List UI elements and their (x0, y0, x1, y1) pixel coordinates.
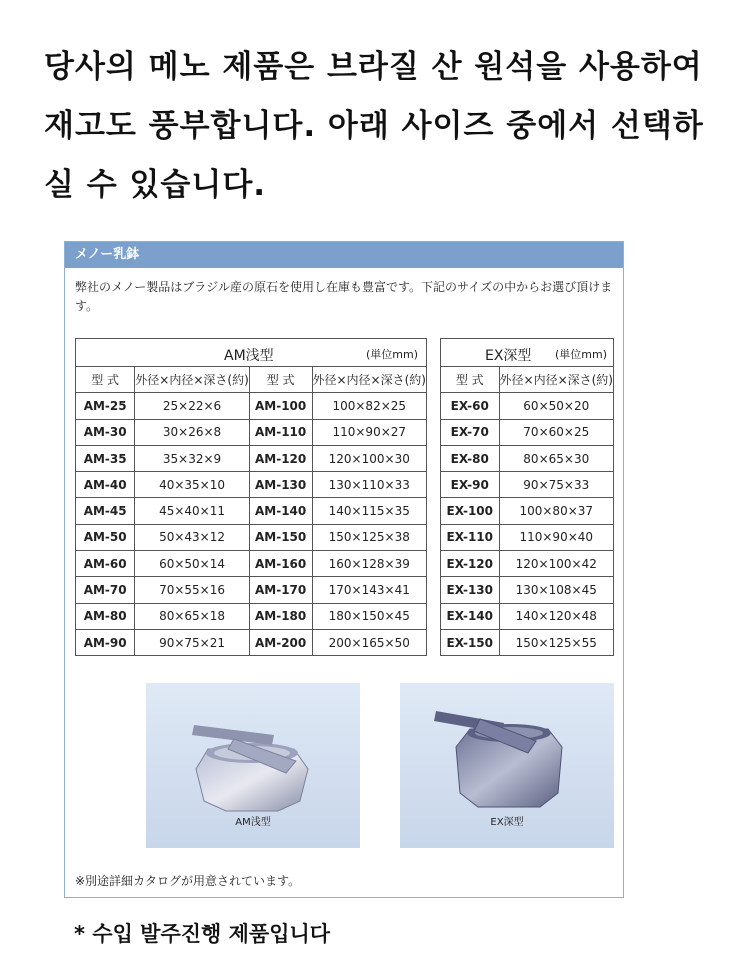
ex-photo-caption: EX深型 (490, 817, 524, 828)
am-model-cell: AM-200 (249, 629, 312, 655)
am-table-row (76, 577, 427, 603)
order-note: * 수입 발주진행 제품입니다 (74, 922, 331, 946)
am-table-title: AM浅型 (224, 348, 274, 364)
panel-header: メノー乳鉢 (65, 242, 623, 268)
intro-line-2: 재고도 풍부합니다. 아래 사이즈 중에서 선택하 (44, 108, 704, 144)
am-dims-cell: 200×165×50 (312, 629, 427, 655)
ex-table-unit: (単位mm) (554, 348, 607, 361)
am-dims-cell: 100×82×25 (312, 393, 427, 419)
am-model-cell: AM-100 (249, 393, 312, 419)
ex-model-cell: EX-80 (441, 445, 500, 471)
am-model-cell: AM-30 (76, 419, 135, 445)
am-model-cell: AM-150 (249, 524, 312, 550)
am-spec-table (75, 338, 427, 656)
ex-mortar-photo (400, 683, 614, 848)
am-col-dims-2: 外径×内径×深さ(約) (312, 367, 427, 393)
ex-model-cell: EX-70 (441, 419, 500, 445)
am-table-row (76, 498, 427, 524)
product-panel (64, 241, 624, 898)
am-dims-cell: 40×35×10 (135, 472, 249, 498)
am-model-cell: AM-40 (76, 472, 135, 498)
am-dims-cell: 70×55×16 (135, 577, 249, 603)
am-dims-cell: 170×143×41 (312, 577, 427, 603)
am-table-row (76, 393, 427, 419)
ex-model-cell: EX-90 (441, 472, 500, 498)
ex-table-row (441, 629, 614, 655)
ex-table-row (441, 551, 614, 577)
ex-col-dims: 外径×内径×深さ(約) (499, 367, 613, 393)
ex-model-cell: EX-100 (441, 498, 500, 524)
am-dims-cell: 90×75×21 (135, 629, 249, 655)
am-dims-cell: 30×26×8 (135, 419, 249, 445)
catalog-footnote: ※別途詳細カタログが用意されています。 (75, 874, 301, 888)
intro-text (44, 38, 734, 215)
am-dims-cell: 25×22×6 (135, 393, 249, 419)
am-dims-cell: 180×150×45 (312, 603, 427, 629)
am-model-cell: AM-35 (76, 445, 135, 471)
am-dims-cell: 120×100×30 (312, 445, 427, 471)
ex-dims-cell: 110×90×40 (499, 524, 613, 550)
am-table-row (76, 445, 427, 471)
ex-model-cell: EX-110 (441, 524, 500, 550)
ex-dims-cell: 150×125×55 (499, 629, 613, 655)
ex-table-title-cell (441, 339, 614, 367)
ex-table-row (441, 603, 614, 629)
ex-col-model: 型 式 (441, 367, 500, 393)
ex-dims-cell: 120×100×42 (499, 551, 613, 577)
am-dims-cell: 150×125×38 (312, 524, 427, 550)
ex-model-cell: EX-130 (441, 577, 500, 603)
ex-table-row (441, 472, 614, 498)
am-model-cell: AM-45 (76, 498, 135, 524)
am-model-cell: AM-160 (249, 551, 312, 577)
ex-dims-cell: 80×65×30 (499, 445, 613, 471)
am-model-cell: AM-180 (249, 603, 312, 629)
am-photo-caption: AM浅型 (235, 817, 271, 828)
am-col-model-2: 型 式 (249, 367, 312, 393)
ex-dims-cell: 90×75×33 (499, 472, 613, 498)
am-dims-cell: 110×90×27 (312, 419, 427, 445)
ex-table-row (441, 445, 614, 471)
am-dims-cell: 130×110×33 (312, 472, 427, 498)
am-table-row (76, 524, 427, 550)
am-dims-cell: 140×115×35 (312, 498, 427, 524)
am-dims-cell: 60×50×14 (135, 551, 249, 577)
intro-line-3: 실 수 있습니다. (44, 167, 267, 203)
am-model-cell: AM-25 (76, 393, 135, 419)
am-col-model-1: 型 式 (76, 367, 135, 393)
am-dims-cell: 45×40×11 (135, 498, 249, 524)
ex-table-row (441, 524, 614, 550)
ex-model-cell: EX-150 (441, 629, 500, 655)
ex-model-cell: EX-120 (441, 551, 500, 577)
am-dims-cell: 80×65×18 (135, 603, 249, 629)
am-model-cell: AM-110 (249, 419, 312, 445)
am-model-cell: AM-90 (76, 629, 135, 655)
ex-table-row (441, 577, 614, 603)
am-dims-cell: 35×32×9 (135, 445, 249, 471)
am-model-cell: AM-50 (76, 524, 135, 550)
am-model-cell: AM-70 (76, 577, 135, 603)
ex-dims-cell: 100×80×37 (499, 498, 613, 524)
am-table-title-cell (76, 339, 427, 367)
am-table-row (76, 551, 427, 577)
am-model-cell: AM-80 (76, 603, 135, 629)
am-model-cell: AM-120 (249, 445, 312, 471)
intro-line-1: 당사의 메노 제품은 브라질 산 원석을 사용하여 (44, 49, 703, 85)
ex-table-row (441, 419, 614, 445)
am-model-cell: AM-170 (249, 577, 312, 603)
ex-dims-cell: 70×60×25 (499, 419, 613, 445)
am-model-cell: AM-60 (76, 551, 135, 577)
am-table-row (76, 629, 427, 655)
am-model-cell: AM-130 (249, 472, 312, 498)
panel-description: 弊社のメノー製品はブラジル産の原石を使用し在庫も豊富です。下記のサイズの中からお選び頂けます。 (75, 280, 613, 313)
am-col-dims-1: 外径×内径×深さ(約) (135, 367, 249, 393)
am-dims-cell: 50×43×12 (135, 524, 249, 550)
ex-spec-table (440, 338, 614, 656)
am-table-row (76, 603, 427, 629)
ex-table-title: EX深型 (485, 348, 532, 364)
ex-table-row (441, 393, 614, 419)
ex-model-cell: EX-60 (441, 393, 500, 419)
ex-dims-cell: 60×50×20 (499, 393, 613, 419)
am-table-row (76, 472, 427, 498)
am-dims-cell: 160×128×39 (312, 551, 427, 577)
ex-dims-cell: 130×108×45 (499, 577, 613, 603)
ex-model-cell: EX-140 (441, 603, 500, 629)
ex-dims-cell: 140×120×48 (499, 603, 613, 629)
am-table-row (76, 419, 427, 445)
am-table-unit: (単位mm) (365, 348, 418, 361)
am-model-cell: AM-140 (249, 498, 312, 524)
am-mortar-photo (146, 683, 360, 848)
ex-table-row (441, 498, 614, 524)
